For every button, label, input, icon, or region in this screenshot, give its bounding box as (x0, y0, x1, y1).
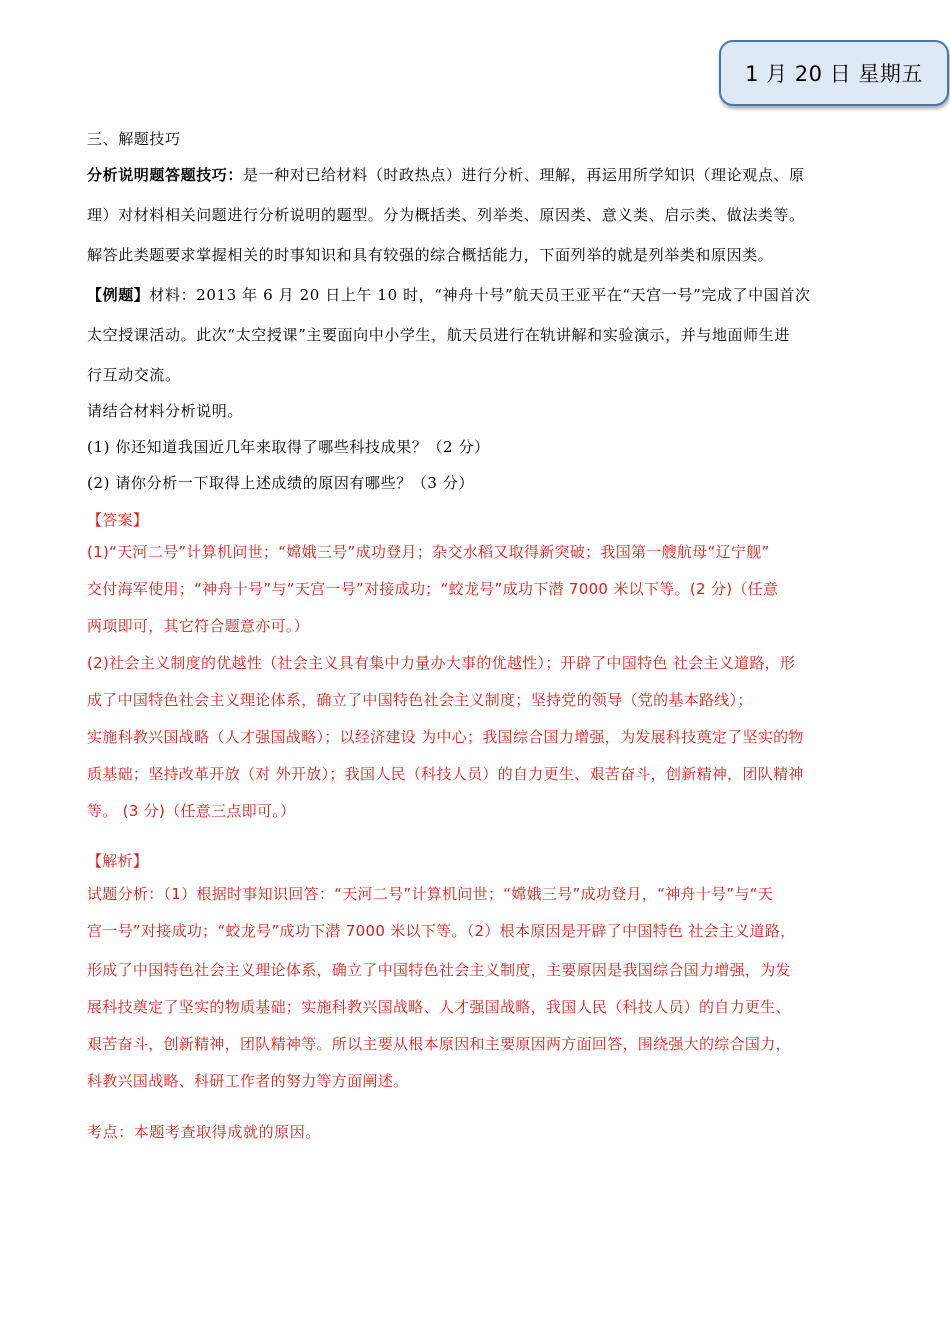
intro-lead: 分析说明题答题技巧： (87, 166, 244, 184)
example-line-3: 行互动交流。 (87, 366, 181, 384)
answer-label: 【答案】 (87, 511, 149, 529)
date-badge-text: 1 月 20 日 星期五 (745, 62, 923, 86)
analysis-line: 艰苦奋斗，创新精神，团队精神等。所以主要从根本原因和主要原因两方面回答，围绕强大的综合国力， (87, 1035, 791, 1053)
example-line-2: 太空授课活动。此次“太空授课”主要面向中小学生，航天员进行在轨讲解和实验演示，并与地面师生进 (87, 326, 790, 344)
analysis-line: 形成了中国特色社会主义理论体系，确立了中国特色社会主义制度，主要原因是我国综合国力增强，为发 (87, 961, 791, 979)
analysis-line: 科教兴国战略、科研工作者的努力等方面阐述。 (87, 1072, 409, 1090)
example-lead: 【例题】 (87, 286, 150, 304)
intro-line-2: 理）对材料相关问题进行分析说明的题型。分为概括类、列举类、原因类、意义类、启示类、做法类等。 (87, 206, 805, 224)
intro-line-3: 解答此类题要求掌握相关的时事知识和具有较强的综合概括能力，下面列举的就是列举类和原因类。 (87, 246, 774, 264)
answer-line: 两项即可，其它符合题意亦可。） (87, 617, 310, 635)
analysis-line: 展科技奠定了坚实的物质基础；实施科教兴国战略、人才强国战略，我国人民（科技人员）的自力更生、 (87, 998, 791, 1016)
date-badge (719, 40, 949, 106)
intro-line-1-text: 是一种对已给材料（时政热点）进行分析、理解，再运用所学知识（理论观点、原 (243, 166, 805, 184)
question-2: (2) 请你分析一下取得上述成绩的原因有哪些？（3 分） (87, 474, 475, 492)
answer-line: (1)“天河二号”计算机问世；“嫦娥三号”成功登月；杂交水稻又取得新突破；我国第一艘航母“辽宁舰” (87, 543, 770, 561)
example-line-1 (87, 284, 811, 305)
analysis-label: 【解析】 (87, 852, 149, 870)
answer-line: 交付海军使用；“神舟十号”与“天宫一号”对接成功；“蛟龙号”成功下潜 7000 米以下等。(2 分)（任意 (87, 580, 779, 598)
example-line-1-text: 材料：2013 年 6 月 20 日上午 10 时，“神舟十号”航天员王亚平在“天宫一号”完成了中国首次 (149, 286, 811, 304)
question-1: (1) 你还知道我国近几年来取得了哪些科技成果？（2 分） (87, 438, 490, 456)
analysis-line: 宫一号”对接成功；“蛟龙号”成功下潜 7000 米以下等。（2）根本原因是开辟了中国特色 社会主义道路， (87, 922, 796, 940)
example-prompt: 请结合材料分析说明。 (87, 402, 244, 420)
answer-line: 实施科教兴国战略（人才强国战略）；以经济建设 为中心；我国综合国力增强，为发展科技奠定了坚实的物 (87, 728, 804, 746)
section-title: 三、解题技巧 (87, 130, 181, 148)
answer-line: (2)社会主义制度的优越性（社会主义具有集中力量办大事的优越性）；开辟了中国特色 社会主义道路，形 (87, 654, 796, 672)
answer-line: 质基础；坚持改革开放（对 外开放）；我国人民（科技人员）的自力更生、艰苦奋斗，创新精神，团队精神 (87, 765, 804, 783)
answer-line: 成了中国特色社会主义理论体系，确立了中国特色社会主义制度；坚持党的领导（党的基本路线）； (87, 691, 753, 709)
analysis-line: 试题分析：（1）根据时事知识回答：“天河二号”计算机问世；“嫦娥三号”成功登月，“神舟十号”与“天 (87, 885, 774, 903)
intro-line-1 (87, 164, 805, 185)
kaodian-line: 考点：本题考查取得成就的原因。 (87, 1123, 322, 1141)
answer-line: 等。 (3 分)（任意三点即可。） (87, 802, 296, 820)
